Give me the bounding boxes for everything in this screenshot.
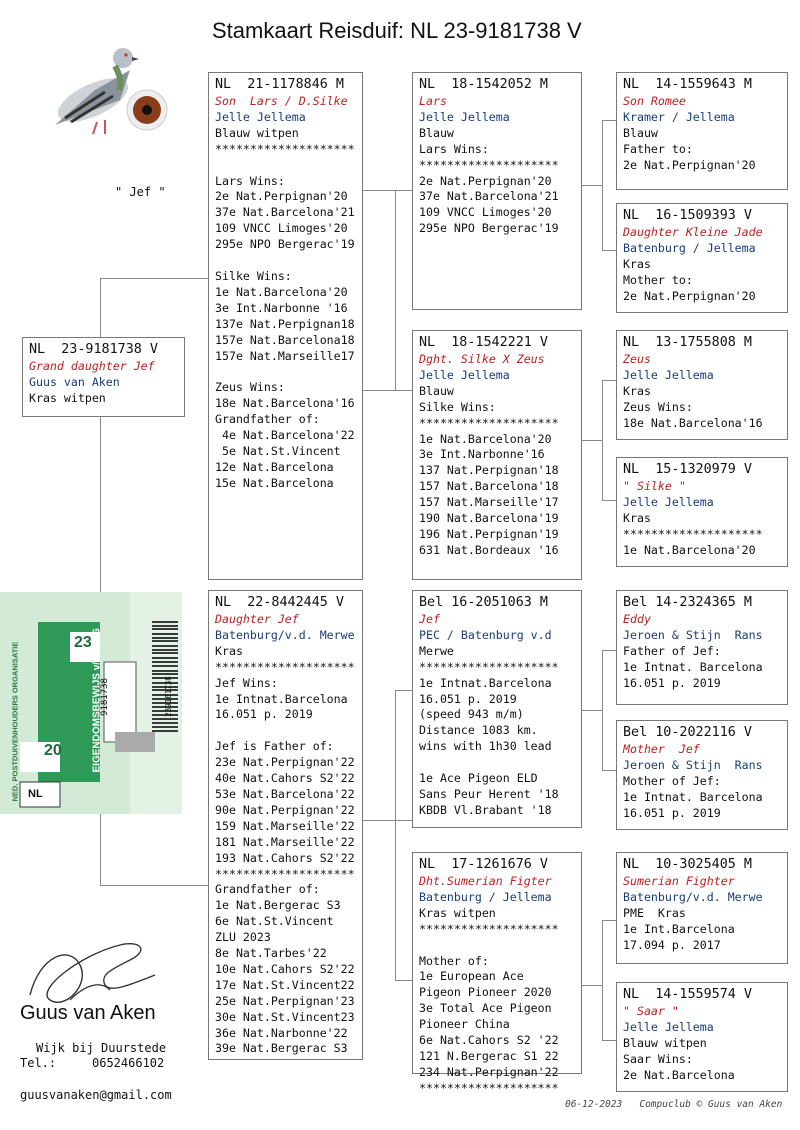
box-breeder: Jelle Jellema — [419, 109, 510, 124]
owner-city: Wijk bij Duurstede — [36, 1041, 167, 1055]
box-name: Dght. Silke X Zeus — [419, 352, 545, 366]
box-ring: NL 18-1542221 V — [419, 335, 548, 350]
box-line: 234 Nat.Perpignan'22 — [419, 1064, 559, 1079]
box-line: Lars Wins: — [419, 141, 489, 156]
box-line: 8e Nat.Tarbes'22 — [215, 946, 327, 961]
box-line: 1e Intnat.Barcelona — [215, 691, 348, 706]
box-line: ******************** — [215, 659, 355, 674]
box-line: 1e European Ace — [419, 969, 524, 984]
box-line: 1e Intnat.Barcelona — [419, 675, 552, 690]
box-name: " Silke " — [623, 479, 686, 493]
box-line: Kras — [623, 510, 651, 525]
box-lines — [419, 644, 575, 819]
owner-email: guusvanaken@gmail.com — [20, 1088, 172, 1102]
box-line: 4e Nat.Barcelona'22 — [215, 428, 355, 443]
box-lines — [419, 384, 575, 559]
footer: 06-12-2023 Compuclub © Guus van Aken — [565, 1099, 783, 1110]
box-line: Sans Peur Herent '18 — [419, 786, 559, 801]
box-breeder: PEC / Batenburg v.d — [419, 627, 552, 642]
box-line: Merwe — [419, 643, 454, 658]
box-line: 2e Nat.Perpignan'20 — [419, 173, 552, 188]
box-lines — [623, 511, 781, 559]
box-line: 1e Nat.Bergerac S3 — [215, 898, 341, 913]
box-line: 16.051 p. 2019 — [419, 691, 517, 706]
box-name: Eddy — [623, 612, 651, 626]
pedigree-box-father — [208, 72, 363, 580]
box-line: Jef is Father of: — [215, 739, 334, 754]
box-breeder: Jelle Jellema — [623, 367, 714, 382]
owner-tel: 0652466102 — [92, 1056, 165, 1070]
box-breeder: Jelle Jellema — [623, 1019, 714, 1034]
box-line: 157 Nat.Barcelona'18 — [419, 479, 559, 494]
box-line: 36e Nat.Narbonne'22 — [215, 1025, 348, 1040]
pigeon-image — [35, 30, 175, 140]
pedigree-box-mmm — [616, 982, 788, 1092]
owner-tel-label: Tel.: — [20, 1056, 57, 1070]
pedigree-box-fff — [616, 72, 788, 190]
box-line: 17.094 p. 2017 — [623, 937, 721, 952]
box-line: Kras — [215, 643, 243, 658]
box-line: 18e Nat.Barcelona'16 — [215, 396, 355, 411]
box-line — [419, 755, 575, 771]
ring-card-year-right: 23 — [74, 634, 92, 651]
box-line: 53e Nat.Barcelona'22 — [215, 786, 355, 801]
box-line: 16.051 p. 2019 — [623, 805, 721, 820]
box-line: 90e Nat.Perpignan'22 — [215, 802, 355, 817]
box-line: 37e Nat.Barcelona'21 — [215, 205, 355, 220]
ring-card-number: 9181738 — [99, 678, 110, 716]
box-line: ******************** — [623, 526, 763, 541]
box-lines — [623, 1036, 781, 1084]
box-line: Grandfather of: — [215, 882, 320, 897]
box-line: Father of Jef: — [623, 643, 721, 658]
subject-color: Kras witpen — [29, 390, 106, 405]
box-ring: Bel 14-2324365 M — [623, 595, 752, 610]
box-line: 109 VNCC Limoges'20 — [215, 221, 348, 236]
box-lines — [623, 257, 781, 305]
box-line: Pioneer China — [419, 1017, 510, 1032]
box-lines — [623, 126, 781, 174]
box-line: 2e Nat.Perpignan'20 — [623, 288, 756, 303]
box-line: 137e Nat.Perpignan18 — [215, 316, 355, 331]
box-ring: NL 15-1320979 V — [623, 462, 752, 477]
box-line: ******************** — [215, 141, 355, 156]
box-line: Kras — [623, 383, 651, 398]
box-line: 190 Nat.Barcelona'19 — [419, 511, 559, 526]
pedigree-box-mff — [616, 590, 788, 705]
box-line — [215, 364, 356, 380]
box-line: Blauw — [623, 125, 658, 140]
box-line: 631 Nat.Bordeaux '16 — [419, 542, 559, 557]
owner-name: Guus van Aken — [20, 1002, 156, 1024]
box-line: Kras witpen — [419, 905, 496, 920]
box-line: 1e Nat.Barcelona'20 — [623, 542, 756, 557]
box-name: Daughter Kleine Jade — [623, 225, 763, 239]
box-line: 157 Nat.Marseille'17 — [419, 495, 559, 510]
box-line — [419, 938, 575, 954]
box-line: ZLU 2023 — [215, 930, 271, 945]
box-line: Silke Wins: — [419, 399, 496, 414]
box-ring: NL 16-1509393 V — [623, 208, 752, 223]
box-line: Zeus Wins: — [623, 399, 693, 414]
box-line: 37e Nat.Barcelona'21 — [419, 189, 559, 204]
box-breeder: Batenburg / Jellema — [623, 240, 756, 255]
ring-ownership-card — [0, 592, 182, 814]
box-line: 12e Nat.Barcelona — [215, 459, 334, 474]
box-line: 1e Nat.Barcelona'20 — [215, 284, 348, 299]
box-line: 16.051 p. 2019 — [623, 675, 721, 690]
box-line: 193 Nat.Cahors S2'22 — [215, 850, 355, 865]
box-line: Zeus Wins: — [215, 380, 285, 395]
box-line: Silke Wins: — [215, 268, 292, 283]
box-breeder: Jelle Jellema — [623, 494, 714, 509]
pedigree-box-mf — [412, 590, 582, 828]
box-line: 109 VNCC Limoges'20 — [419, 205, 552, 220]
ring-card-org: NED. POSTDUIVENHOUDERS ORGANISATIE — [10, 641, 20, 802]
box-line: Mother of Jef: — [623, 773, 721, 788]
box-line: Pigeon Pioneer 2020 — [419, 985, 552, 1000]
box-line: 5e Nat.St.Vincent — [215, 443, 341, 458]
box-breeder: Jelle Jellema — [419, 367, 510, 382]
box-line: 1e Intnat. Barcelona — [623, 659, 763, 674]
box-line: 159 Nat.Marseille'22 — [215, 818, 355, 833]
box-line: 3e Int.Narbonne'16 — [419, 447, 545, 462]
box-line: 121 N.Bergerac S1 22 — [419, 1048, 559, 1063]
box-lines — [623, 906, 781, 954]
box-ring: NL 18-1542052 M — [419, 77, 548, 92]
box-line: ******************** — [419, 921, 559, 936]
box-line: Blauw witpen — [215, 125, 299, 140]
box-line: ******************** — [419, 415, 559, 430]
box-lines — [623, 644, 781, 692]
box-name: Mother Jef — [623, 742, 700, 756]
box-line: wins with 1h30 lead — [419, 739, 552, 754]
box-lines — [623, 774, 781, 822]
box-line: (speed 943 m/m) — [419, 707, 524, 722]
box-line: 40e Nat.Cahors S2'22 — [215, 771, 355, 786]
box-line: 181 Nat.Marseille'22 — [215, 834, 355, 849]
box-breeder: Batenburg/v.d. Merwe — [623, 889, 763, 904]
box-name: Son Lars / D.Silke — [215, 94, 348, 108]
box-line — [215, 723, 356, 739]
pedigree-box-fmm — [616, 457, 788, 567]
box-name: Dht.Sumerian Figter — [419, 874, 552, 888]
box-line: 6e Nat.St.Vincent — [215, 914, 334, 929]
box-line — [215, 253, 356, 269]
box-ring: Bel 16-2051063 M — [419, 595, 548, 610]
box-name: Son Romee — [623, 94, 686, 108]
box-ring: NL 13-1755808 M — [623, 335, 752, 350]
box-line: ******************** — [419, 157, 559, 172]
box-line: 16.051 p. 2019 — [215, 707, 313, 722]
box-breeder: Jeroen & Stijn Rans — [623, 627, 763, 642]
box-line: Blauw — [419, 383, 454, 398]
ring-card-barcode-number: 239181738 — [163, 676, 173, 717]
subject-box — [22, 337, 185, 417]
ring-card-country: NL — [28, 788, 43, 800]
box-line: 1e Ace Pigeon ELD — [419, 771, 538, 786]
subject-name: Grand daughter Jef — [29, 359, 155, 373]
box-line: 1e Nat.Barcelona'20 — [419, 431, 552, 446]
box-line: Blauw witpen — [623, 1035, 707, 1050]
box-line: 18e Nat.Barcelona'16 — [623, 415, 763, 430]
box-line: ******************** — [419, 1080, 559, 1095]
box-line: Jef Wins: — [215, 675, 278, 690]
ring-card-year-left: 20 — [44, 742, 62, 759]
box-line: 25e Nat.Perpignan'23 — [215, 993, 355, 1008]
page-title: Stamkaart Reisduif: NL 23-9181738 V — [212, 18, 582, 43]
subject-ring: NL 23-9181738 V — [29, 342, 158, 357]
box-ring: NL 17-1261676 V — [419, 857, 548, 872]
box-line: 23e Nat.Perpignan'22 — [215, 755, 355, 770]
box-breeder: Kramer / Jellema — [623, 109, 735, 124]
box-line: 2e Nat.Barcelona — [623, 1067, 735, 1082]
box-line: Grandfather of: — [215, 412, 320, 427]
pedigree-box-mmf — [616, 852, 788, 964]
box-line: 3e Int.Narbonne '16 — [215, 300, 348, 315]
box-line: 2e Nat.Perpignan'20 — [623, 157, 756, 172]
box-line: Father to: — [623, 141, 693, 156]
box-line: Kras — [623, 256, 651, 271]
subject-breeder: Guus van Aken — [29, 374, 120, 389]
pedigree-box-ffm — [616, 203, 788, 313]
pedigree-box-ff — [412, 72, 582, 310]
box-breeder: Jelle Jellema — [215, 109, 306, 124]
pedigree-box-mother — [208, 590, 363, 1060]
box-ring: NL 21-1178846 M — [215, 77, 344, 92]
box-line: ******************** — [215, 866, 355, 881]
box-ring: NL 10-3025405 M — [623, 857, 752, 872]
box-name: Daughter Jef — [215, 612, 299, 626]
box-line: 196 Nat.Perpignan'19 — [419, 526, 559, 541]
box-lines — [215, 126, 356, 492]
box-line: 157e Nat.Barcelona18 — [215, 332, 355, 347]
pedigree-box-fm — [412, 330, 582, 580]
box-line: PME Kras — [623, 905, 686, 920]
box-line: 3e Total Ace Pigeon — [419, 1001, 552, 1016]
box-line: Blauw — [419, 125, 454, 140]
box-lines — [623, 384, 781, 432]
box-line: 39e Nat.Bergerac S3 — [215, 1041, 348, 1056]
box-ring: NL 14-1559574 V — [623, 987, 752, 1002]
box-line: Saar Wins: — [623, 1051, 693, 1066]
box-line: Mother to: — [623, 272, 693, 287]
pedigree-box-mm — [412, 852, 582, 1095]
box-line: KBDB Vl.Brabant '18 — [419, 802, 552, 817]
box-line: 295e NPO Bergerac'19 — [419, 221, 559, 236]
box-ring: NL 22-8442445 V — [215, 595, 344, 610]
box-name: Sumerian Fighter — [623, 874, 735, 888]
box-line: Mother of: — [419, 953, 489, 968]
box-line: 15e Nat.Barcelona — [215, 475, 334, 490]
box-name: Jef — [419, 612, 440, 626]
box-line — [215, 158, 356, 174]
box-line: 10e Nat.Cahors S2'22 — [215, 961, 355, 976]
box-line: 1e Intnat. Barcelona — [623, 789, 763, 804]
box-line: 17e Nat.St.Vincent22 — [215, 977, 355, 992]
box-name: " Saar " — [623, 1004, 679, 1018]
box-line: 157e Nat.Marseille17 — [215, 348, 355, 363]
box-ring: Bel 10-2022116 V — [623, 725, 752, 740]
box-line: 2e Nat.Perpignan'20 — [215, 189, 348, 204]
box-line: 295e NPO Bergerac'19 — [215, 237, 355, 252]
box-line: 137 Nat.Perpignan'18 — [419, 463, 559, 478]
box-name: Lars — [419, 94, 447, 108]
box-breeder: Batenburg / Jellema — [419, 889, 552, 904]
box-line: 6e Nat.Cahors S2 '22 — [419, 1033, 559, 1048]
box-ring: NL 14-1559643 M — [623, 77, 752, 92]
pedigree-box-mfm — [616, 720, 788, 830]
box-line: Lars Wins: — [215, 173, 285, 188]
box-lines — [215, 644, 356, 1058]
box-breeder: Jeroen & Stijn Rans — [623, 757, 763, 772]
box-line: 30e Nat.St.Vincent23 — [215, 1009, 355, 1024]
box-lines — [419, 126, 575, 237]
box-line: Distance 1083 km. — [419, 723, 538, 738]
box-lines — [419, 906, 575, 1097]
ring-card-title: EIGENDOMSBEWIJS v/d RING — [91, 628, 103, 773]
pedigree-box-fmf — [616, 330, 788, 440]
box-name: Zeus — [623, 352, 651, 366]
box-line: 1e Int.Barcelona — [623, 921, 735, 936]
box-line: ******************** — [419, 659, 559, 674]
nickname: " Jef " — [115, 185, 166, 199]
box-breeder: Batenburg/v.d. Merwe — [215, 627, 355, 642]
